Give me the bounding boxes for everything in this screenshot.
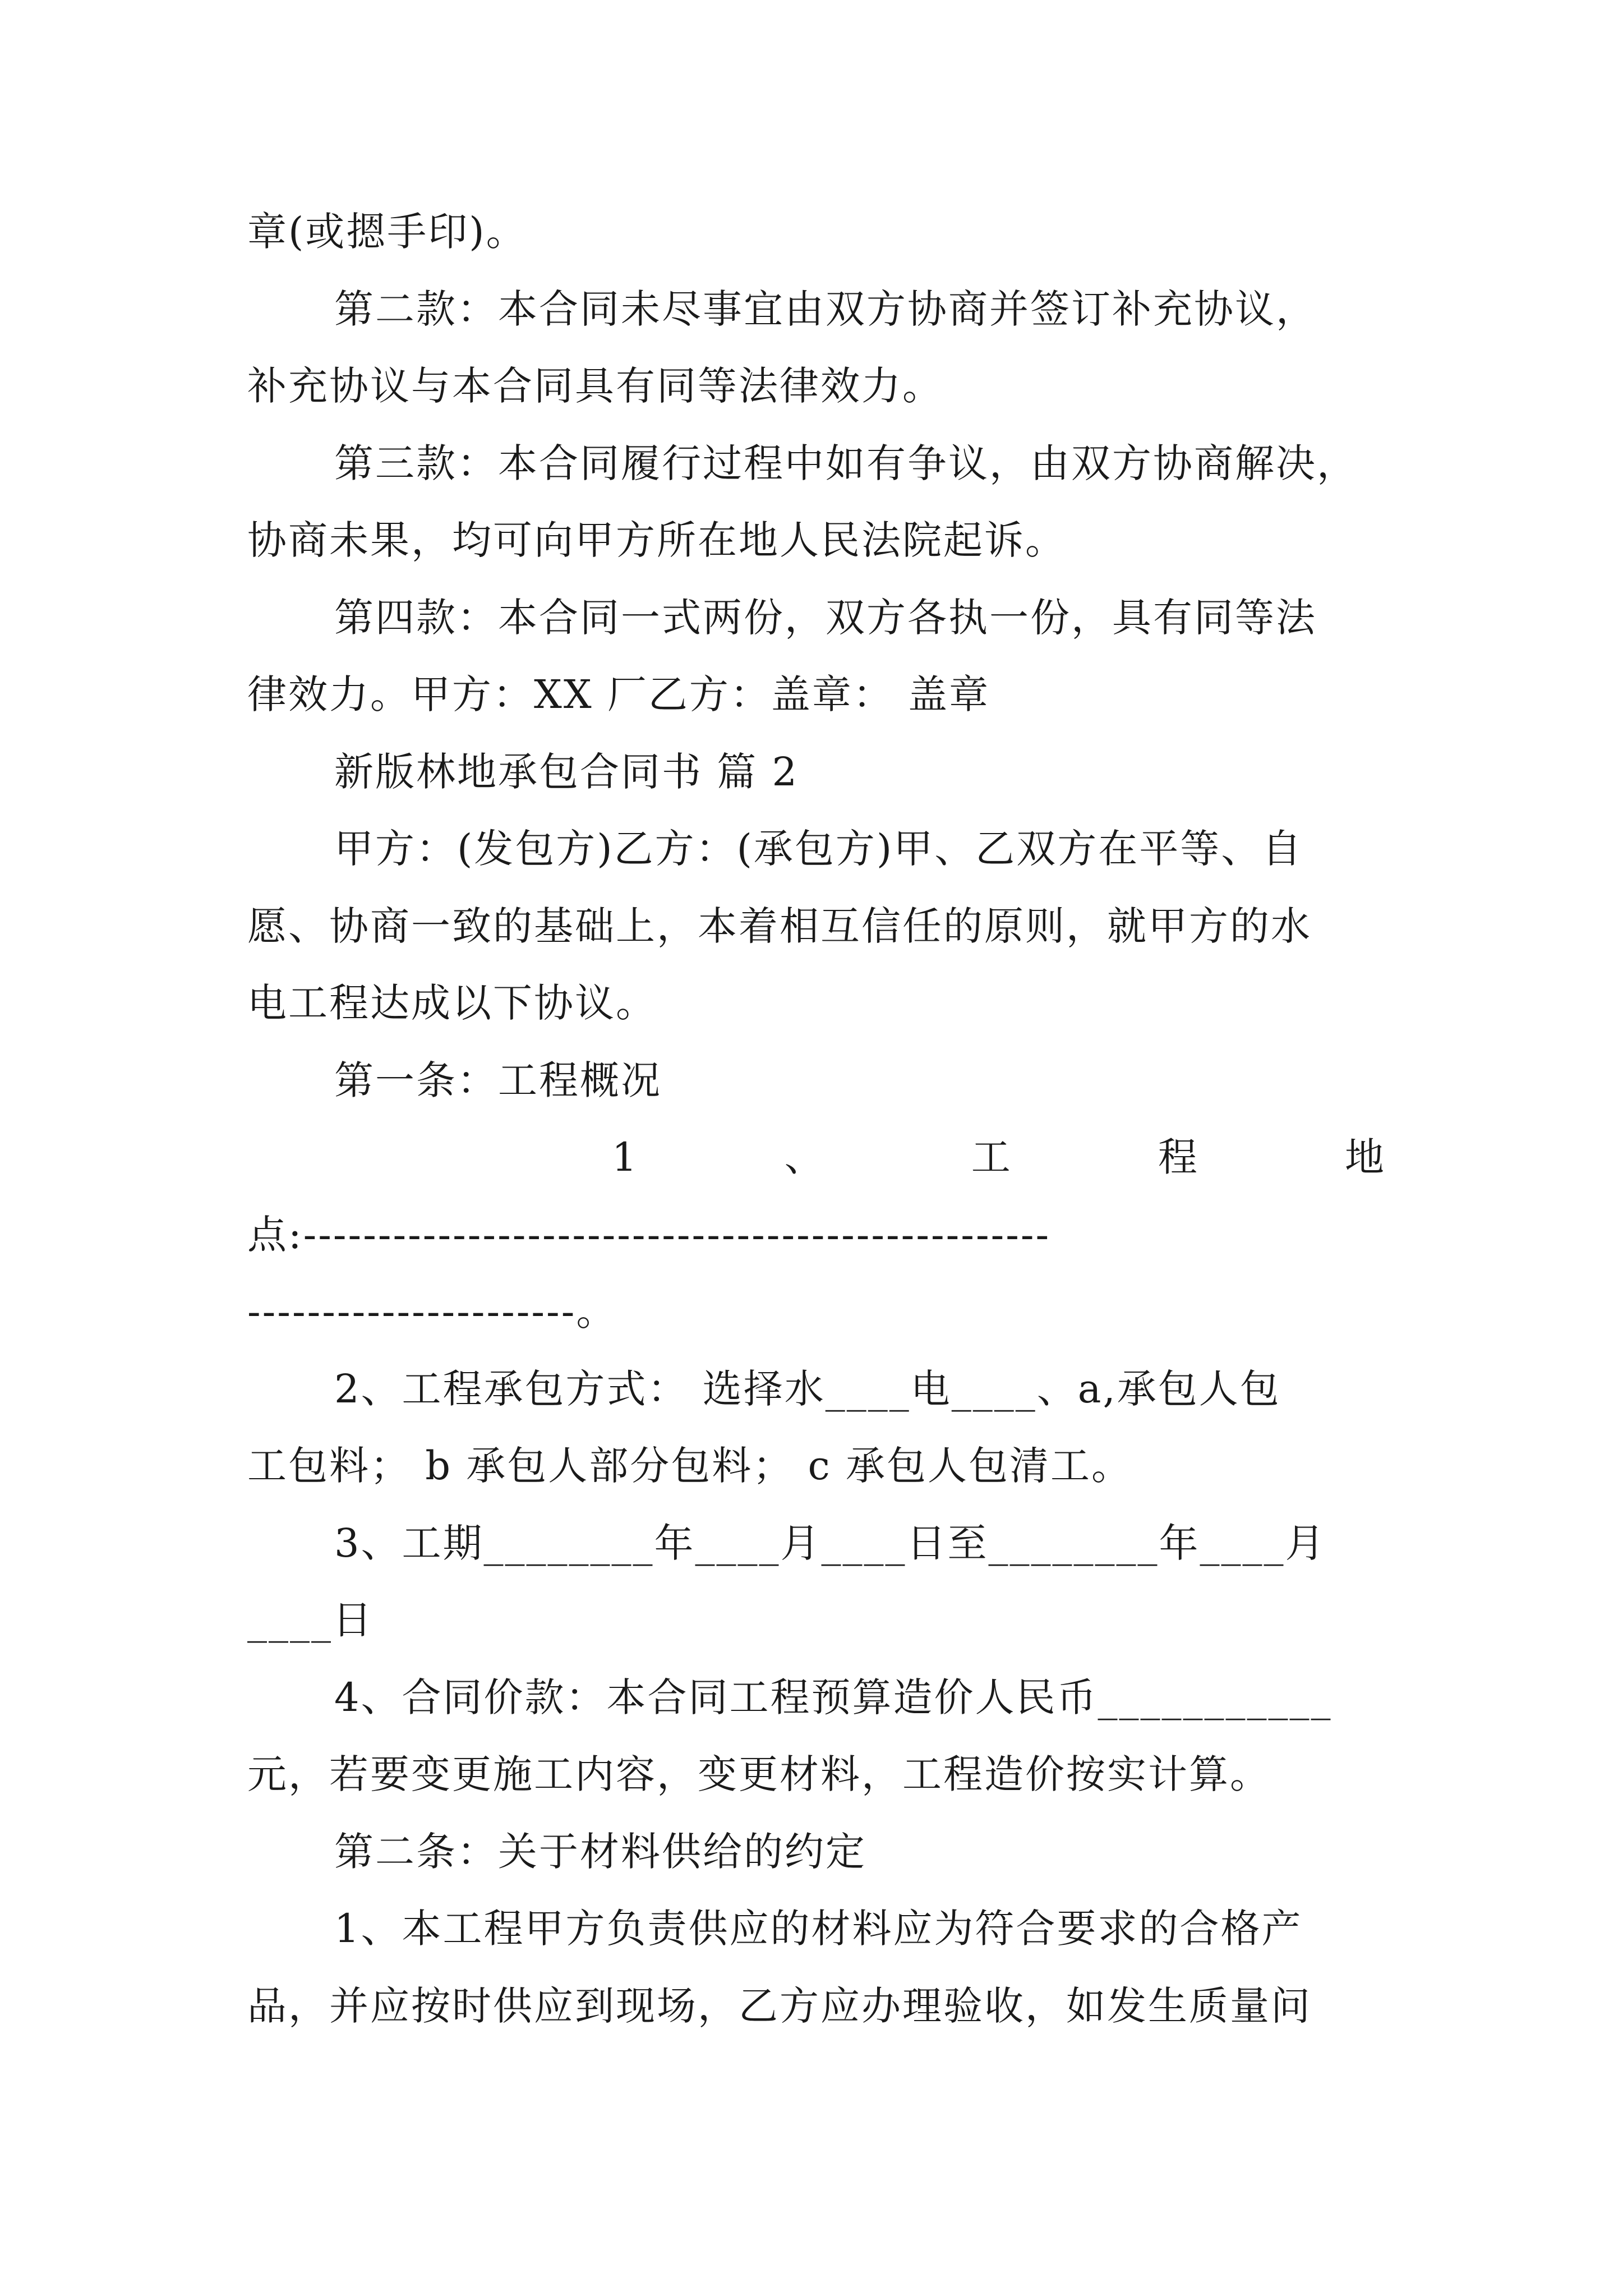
site-part: 、 (784, 1134, 826, 1180)
materials-line-2: 品，并应按时供应到现场，乙方应办理验收，如发生质量问 (247, 1982, 1312, 2029)
materials-line-1: 1、本工程甲方负责供应的材料应为符合要求的合格产 (334, 1906, 1303, 1952)
price-line-2: 元，若要变更施工内容，变更材料，工程造价按实计算。 (247, 1751, 1271, 1797)
parties-line-3: 电工程达成以下协议。 (247, 980, 657, 1026)
clause-3-line-1: 第三款：本合同履行过程中如有争议，由双方协商解决， (334, 440, 1358, 486)
article-2-heading: 第二条：关于材料供给的约定 (334, 1828, 866, 1875)
clause-4-line-1: 第四款：本合同一式两份，双方各执一份，具有同等法 (334, 594, 1317, 641)
contract-method-line-2: 工包料； b 承包人部分包料； c 承包人包清工。 (247, 1443, 1133, 1489)
site-line (247, 1119, 1386, 1197)
site-part: 1 (612, 1134, 639, 1180)
document-body (247, 194, 1386, 2045)
clause-3-line-2: 协商未果，均可向甲方所在地人民法院起诉。 (247, 517, 1066, 563)
parties-line-2: 愿、协商一致的基础上，本着相互信任的原则，就甲方的水 (247, 903, 1312, 949)
section-heading: 新版林地承包合同书 篇 2 (334, 748, 799, 795)
site-blank-line-2: ----------------------。 (247, 1289, 617, 1335)
article-1-heading: 第一条：工程概况 (334, 1057, 662, 1103)
site-part: 工 (971, 1134, 1012, 1180)
price-line-1: 4、合同价款：本合同工程预算造价人民币___________ (334, 1674, 1332, 1720)
site-part: 地 (1344, 1134, 1386, 1180)
clause-2-line-2: 补充协议与本合同具有同等法律效力。 (247, 363, 943, 409)
clause-4-line-2: 律效力。甲方：XX 厂乙方：盖章： 盖章 (247, 671, 990, 717)
parties-line-1: 甲方：(发包方)乙方：(承包方)甲、乙双方在平等、自 (334, 826, 1303, 872)
contract-method-line-1: 2、工程承包方式： 选择水____电____、a,承包人包 (334, 1365, 1281, 1412)
duration-line-2: ____日 (247, 1597, 374, 1643)
duration-line-1: 3、工期________年____月____日至________年____月 (334, 1520, 1326, 1566)
clause-2-line-1: 第二款：本合同未尽事宜由双方协商并签订补充协议， (334, 286, 1317, 332)
text-line: 章(或摁手印)。 (247, 209, 527, 255)
site-part: 程 (1158, 1134, 1199, 1180)
site-blank-line-1: 点:-------------------------------------------------- (247, 1211, 1051, 1258)
